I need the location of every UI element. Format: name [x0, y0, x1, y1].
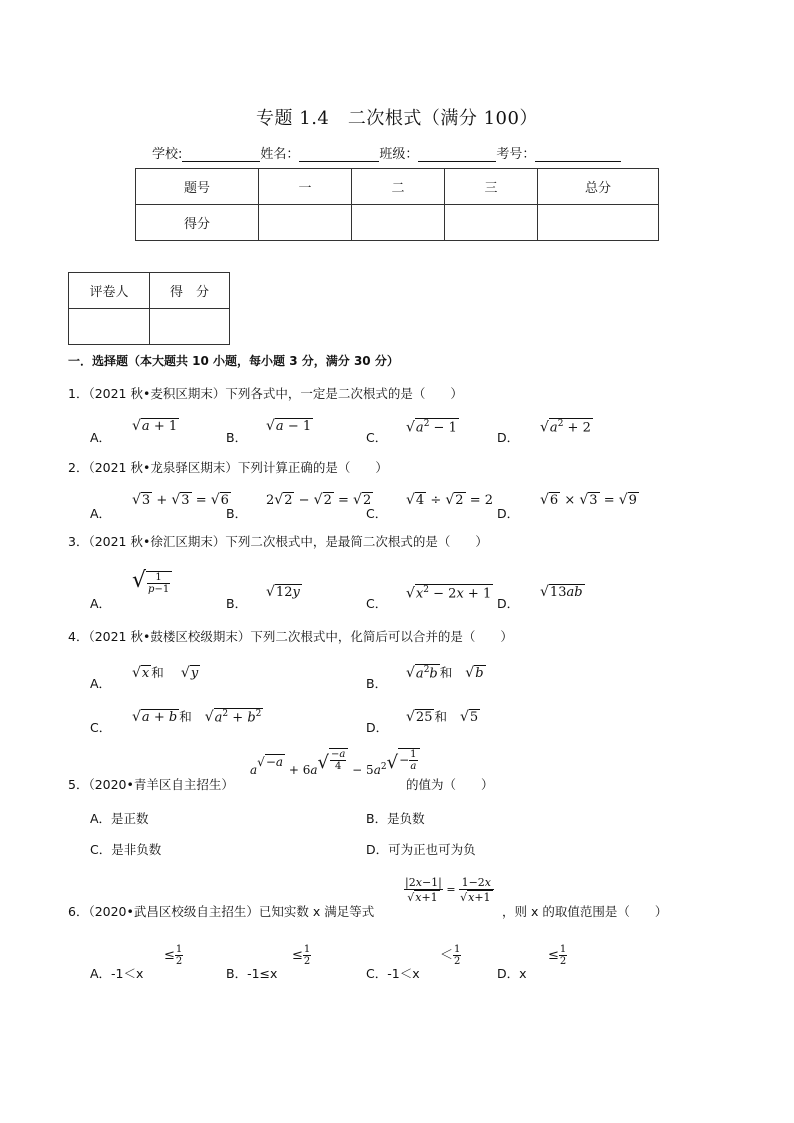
and-word: 和 [439, 665, 453, 680]
name-label: 姓名： [260, 147, 300, 162]
score-cell[interactable] [538, 205, 659, 241]
option-c-label: C． [366, 596, 388, 611]
option-b-expr: $√a^2b$ 和 √b [406, 664, 484, 681]
option-a-expr: √ $\frac{1}{p-1}$ [132, 568, 172, 595]
option-d-expr: √13ab [540, 584, 583, 600]
option-a-label: A． [90, 430, 112, 445]
option-c-label: C．-1＜x [366, 966, 420, 981]
option-d-expr: $√a^2 + 2$ [540, 419, 591, 436]
score-cell[interactable] [445, 205, 538, 241]
option-d-label: D． [366, 720, 389, 735]
option-d-label: D．x [497, 966, 527, 981]
score-header: 总分 [538, 169, 659, 205]
option-c-expr: √4 ÷ √2 = 2 [406, 492, 494, 508]
score-cell[interactable] [150, 309, 230, 345]
option-a-expr: √a + 1 [132, 418, 178, 434]
option-a: A．是正数 [90, 811, 149, 826]
page-title: 专题 1.4 二次根式（满分 100） [256, 108, 538, 129]
class-blank[interactable] [418, 148, 496, 162]
option-b-label: B．-1≤x [226, 966, 278, 981]
question-4-stem: 4．（2021 秋•鼓楼区校级期末）下列二次根式中，化简后可以合并的是（ ） [68, 629, 513, 644]
option-a-label: A． [90, 506, 112, 521]
option-c-expr: √a + b 和 $√a^2 + b^2$ [132, 708, 262, 725]
score-header: 三 [445, 169, 538, 205]
grader-table [68, 272, 230, 345]
student-info-line [152, 143, 621, 162]
class-label: 班级： [379, 147, 419, 162]
score-header: 题号 [136, 169, 259, 205]
grader-header: 评卷人 [69, 273, 150, 309]
score-header: 二 [352, 169, 445, 205]
question-6-equation: $\frac{|2x-1|}{√x+1}$ = $\frac{1-2x}{√x+1}$ [404, 876, 494, 904]
option-a-label: A． [90, 596, 112, 611]
relation-symbol: ≤ [164, 948, 175, 963]
question-5-prefix: 5．（2020•青羊区自主招生） [68, 777, 234, 792]
option-c: C．是非负数 [90, 842, 162, 857]
option-b-expr: 2√2 − √2 = √2 [266, 492, 372, 508]
option-c-expr: $√x^2 - 2x + 1$ [406, 585, 492, 602]
and-word: 和 [151, 665, 164, 680]
school-label: 学校: [152, 147, 183, 162]
and-word: 和 [179, 709, 192, 724]
section-heading: 一．选择题（本大题共 10 小题，每小题 3 分，满分 30 分） [68, 354, 399, 368]
question-3-stem: 3．（2021 秋•徐汇区期末）下列二次根式中，是最简二次根式的是（ ） [68, 534, 488, 549]
option-a-expr: √x 和 √y [132, 665, 199, 681]
option-c-expr: $√a^2 - 1$ [406, 419, 457, 436]
exam-no-label: 考号： [496, 147, 536, 162]
question-5-expr: a√−a + 6a√ $\frac{-a}{4}$ − $5a^2√-$ $\frac{1}{a}$ [250, 752, 420, 778]
question-5-suffix: 的值为（ ） [406, 777, 494, 792]
school-blank[interactable] [182, 148, 260, 162]
option-b-expr: √12y [266, 584, 300, 600]
score-cell[interactable] [352, 205, 445, 241]
option-b-label: B． [226, 430, 248, 445]
question-6-prefix: 6．（2020•武昌区校级自主招生）已知实数 x 满足等式 [68, 904, 375, 919]
grader-cell[interactable] [69, 309, 150, 345]
option-d-label: D． [497, 506, 520, 521]
question-6-suffix: ，则 x 的取值范围是（ ） [502, 904, 668, 919]
option-a-label: A． [90, 676, 112, 691]
score-header: 得 分 [150, 273, 230, 309]
option-c-label: C． [366, 506, 388, 521]
option-c-label: C． [366, 430, 388, 445]
question-1-stem: 1．（2021 秋•麦积区期末）下列各式中，一定是二次根式的是（ ） [68, 386, 463, 401]
option-b-label: B． [226, 506, 248, 521]
option-d-label: D． [497, 596, 520, 611]
score-row-label: 得分 [136, 205, 259, 241]
option-d-label: D． [497, 430, 520, 445]
option-d-expr: √6 × √3 = √9 [540, 492, 637, 508]
option-b-expr: √a − 1 [266, 418, 312, 434]
option-d-bound: ≤ $\frac{1}{2}$ [548, 944, 567, 967]
score-header: 一 [259, 169, 352, 205]
option-d: D．可为正也可为负 [366, 842, 476, 857]
option-c-label: C． [90, 720, 112, 735]
option-a-label: A．-1＜x [90, 966, 144, 981]
relation-symbol: ≤ [292, 948, 303, 963]
score-cell[interactable] [259, 205, 352, 241]
option-c-bound: ＜ $\frac{1}{2}$ [440, 944, 461, 967]
relation-symbol: ＜ [440, 948, 454, 963]
question-2-stem: 2．（2021 秋•龙泉驿区期末）下列计算正确的是（ ） [68, 460, 388, 475]
and-word: 和 [434, 709, 447, 724]
option-a-expr: √3 + √3 = √6 [132, 492, 229, 508]
name-blank[interactable] [299, 148, 379, 162]
score-table [135, 168, 659, 241]
option-b-bound: ≤ $\frac{1}{2}$ [292, 944, 311, 967]
option-d-expr: √25 和 √5 [406, 709, 479, 725]
option-b-label: B． [366, 676, 388, 691]
option-a-bound: ≤ $\frac{1}{2}$ [164, 944, 183, 967]
exam-no-blank[interactable] [535, 148, 621, 162]
relation-symbol: ≤ [548, 948, 559, 963]
option-b-label: B． [226, 596, 248, 611]
option-b: B．是负数 [366, 811, 425, 826]
